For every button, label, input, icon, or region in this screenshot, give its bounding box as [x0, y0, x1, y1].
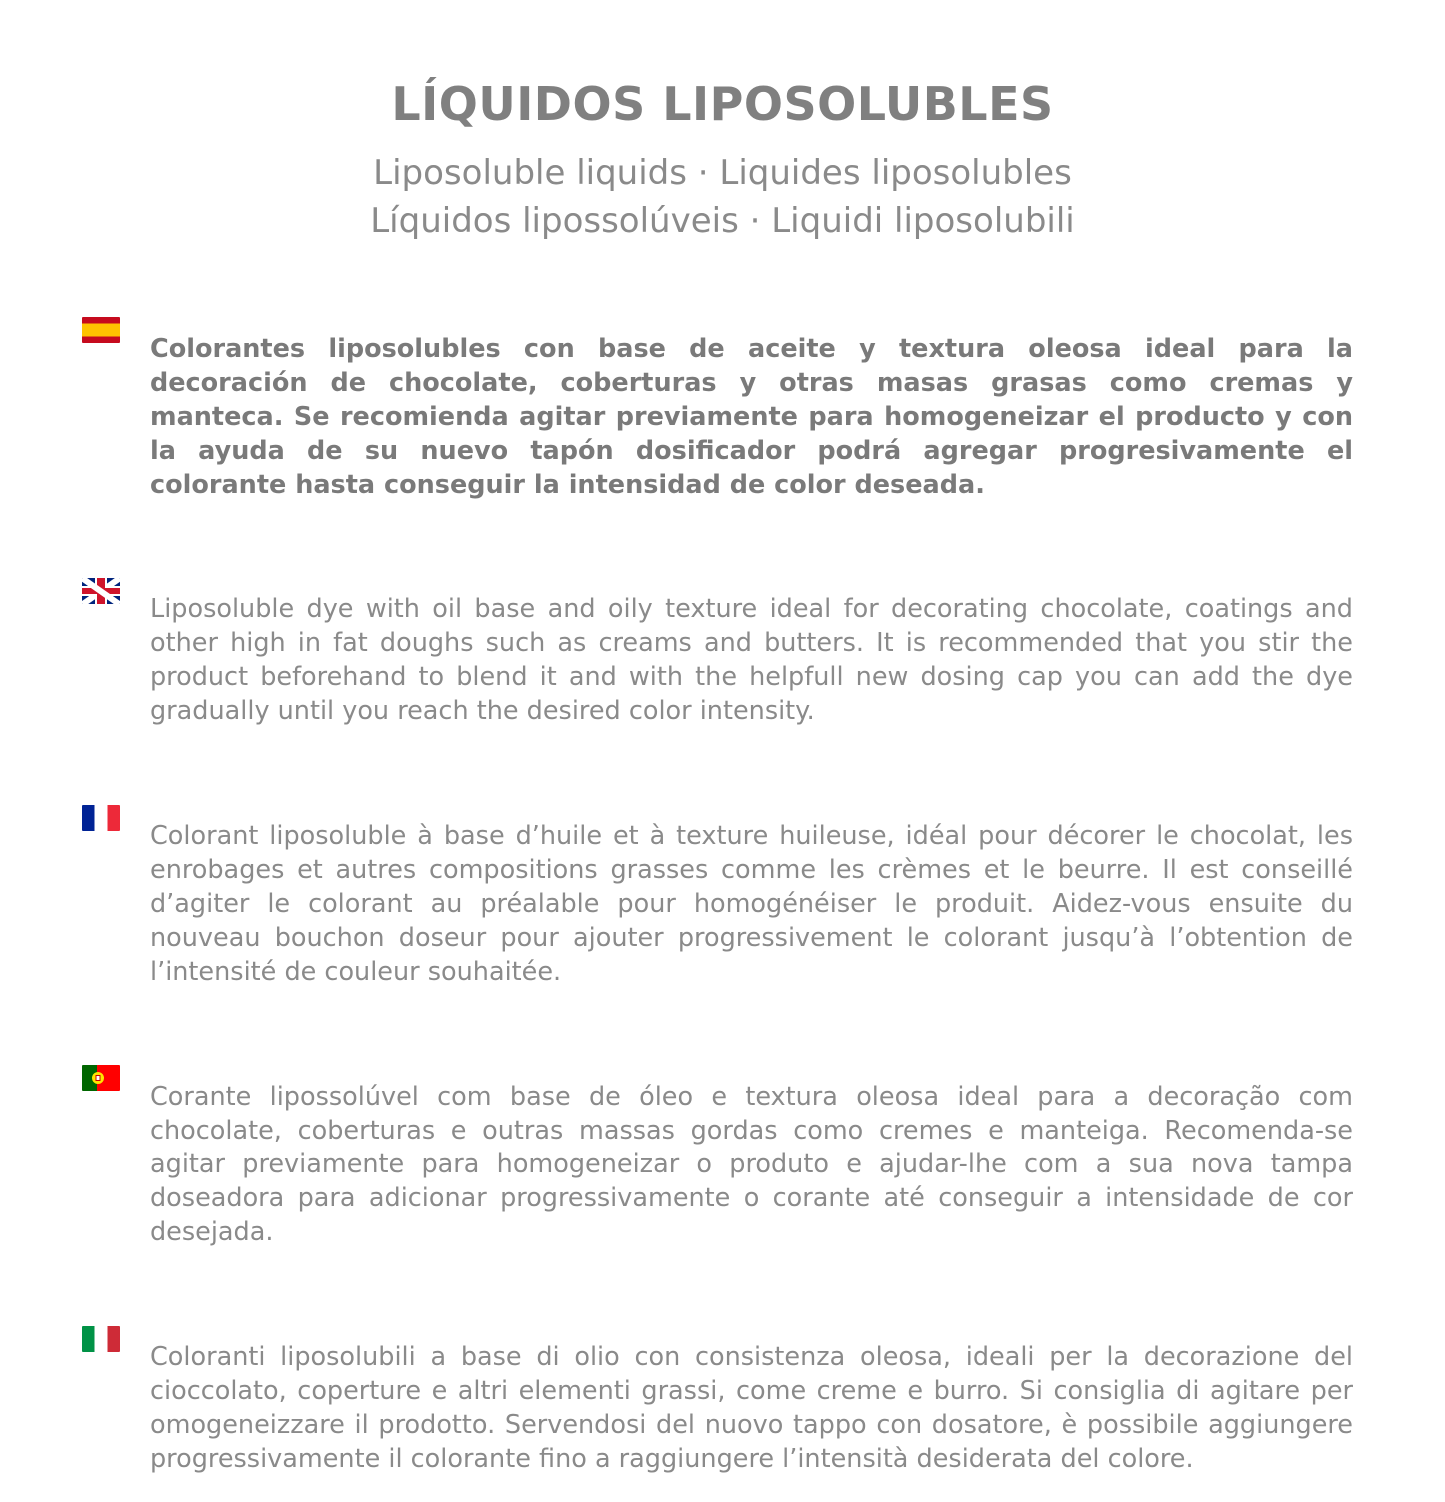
language-block-english — [82, 568, 1353, 755]
description-french: Colorant liposoluble à base d’huile et à texture huileuse, idéal pour décorer le chocolat, les enrobages et autres compositions grasses comme les crèmes et le beurre. Il est conseillé d’agiter le colorant au préalable pour homogénéiser le produit. Aidez-vous ensuite du nouveau bouchon doseur pour ajouter progressivement le colorant jusqu’à l’obtention de l’intensité de couleur souhaitée. — [150, 821, 1353, 987]
language-block-portuguese — [82, 1055, 1353, 1276]
description-english: Liposoluble dye with oil base and oily texture ideal for decorating chocolate, coatings and other high in fat doughs such as creams and butters. It is recommended that you stir the product beforehand to blend it and with the helpfull new dosing cap you can add the dye gradually until you reach the desired color intensity. — [150, 594, 1353, 727]
subtitle-line-2: Líquidos lipossolúveis · Liquidi liposolubili — [370, 201, 1075, 242]
language-block-spanish — [82, 307, 1353, 528]
language-blocks — [0, 307, 1445, 1502]
flag-spain-icon — [82, 317, 120, 343]
description-spanish: Colorantes liposolubles con base de aceite y textura oleosa ideal para la decoración de chocolate, coberturas y otras masas grasas como cremas y manteca. Se recomienda agitar previamente para homogeneizar el producto y con la ayuda de su nuevo tapón dosificador podrá agregar progresivamente el colorante hasta conseguir la intensidad de color deseada. — [150, 333, 1353, 500]
language-block-italian — [82, 1316, 1353, 1502]
description-portuguese: Corante lipossolúvel com base de óleo e textura oleosa ideal para a decoração com chocolate, coberturas e outras massas gordas como cremes e manteiga. Recomenda-se agitar previamente para homogeneizar o produto e ajudar-lhe com a sua nova tampa doseadora para adicionar progressivamente o corante até conseguir a intensidade de cor desejada. — [150, 1081, 1353, 1248]
page-title: LÍQUIDOS LIPOSOLUBLES — [391, 77, 1054, 131]
subtitle-line-1: Liposoluble liquids · Liquides liposolubles — [373, 152, 1072, 193]
flag-portugal-icon — [82, 1065, 120, 1091]
language-block-french — [82, 795, 1353, 1016]
description-italian: Coloranti liposolubili a base di olio con consistenza oleosa, ideali per la decorazione del cioccolato, coperture e altri elementi grassi, come creme e burro. Si consiglia di agitare per omogeneizzare il prodotto. Servendosi del nuovo tappo con dosatore, è possibile aggiungere progressivamente il colorante fino a raggiungere l’intensità desiderata del colore. — [150, 1342, 1353, 1474]
header — [0, 0, 1445, 245]
flag-france-icon — [82, 805, 120, 831]
flag-uk-icon — [82, 578, 120, 604]
flag-italy-icon — [82, 1326, 120, 1352]
